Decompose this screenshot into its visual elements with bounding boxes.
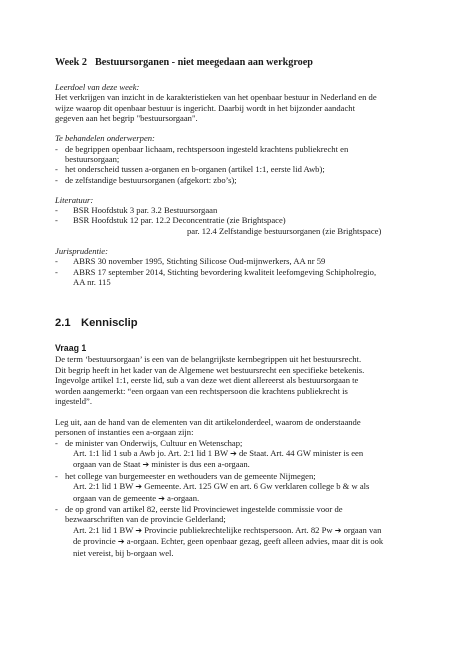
question-intro-line: Ingevolge artikel 1:1, eerste lid, sub a van deze wet dient allereerst als bestuursorgaan te (55, 375, 359, 386)
arrow-right-icon: ➔ (142, 460, 150, 470)
leerdoel-line: Het verkrijgen van inzicht in de karakteristieken van het openbaar bestuur in Nederland en de (55, 92, 377, 103)
question-intro-line: Dit begrip heeft in het kader van de Algemene wet bestuursrecht een specifieke betekenis. (55, 364, 365, 375)
question-intro-line: worden aangemerkt: “een orgaan van een rechtspersoon die krachtens publiekrecht is (55, 385, 348, 396)
leerdoel-line: wijze waarop dit openbaar bestuur is ingericht. Daarbij wordt in het bijzonder aandacht (55, 102, 355, 113)
week-heading (55, 56, 419, 69)
answer-text-line: orgaan van de Staat ➔ minister is dus een a-orgaan. (73, 459, 250, 470)
arrow-right-icon: ➔ (230, 449, 237, 459)
answer-head: bezwaarschriften van de provincie Gelderland; (65, 514, 226, 525)
list-item-line: BSR Hoofdstuk 3 par. 3.2 Bestuursorgaan (73, 205, 218, 216)
list-bullet: - (55, 437, 58, 448)
week-label: Week 2 (55, 57, 87, 68)
week-title: Bestuursorganen - niet meegedaan aan werkgroep (94, 57, 313, 68)
list-bullet: - (55, 504, 58, 515)
onderwerpen-label: Te behandelen onderwerpen: (55, 133, 155, 144)
list-bullet: - (55, 174, 58, 185)
list-bullet: - (55, 470, 58, 481)
section-title: Kennisclip (81, 317, 138, 330)
list-item (55, 144, 419, 165)
question-intro-line: De term ‘bestuursorgaan’ is een van de belangrijkste kernbegrippen uit het bestuursrecht. (55, 354, 362, 365)
arrow-right-icon: ➔ (135, 525, 143, 535)
list-item-line: ABRS 17 september 2014, Stichting bevordering kwaliteit leefomgeving Schipholregio, (73, 266, 377, 277)
question-task-line: Leg uit, aan de hand van de elementen van dit artikelonderdeel, waarom de onderstaande (55, 416, 361, 427)
question-title: Vraag 1 (55, 343, 87, 354)
list-item-line: de zelfstandige bestuursorganen (afgekort: zbo’s); (65, 174, 237, 185)
answer-text-line: niet vereist, bij b-orgaan wel. (73, 547, 174, 558)
list-item-line: het onderscheid tussen a-organen en b-organen (artikel 1:1, eerste lid Awb); (65, 164, 325, 175)
section-heading (55, 316, 419, 330)
list-bullet: - (55, 215, 58, 226)
answer-text-line: Art. 2:1 lid 1 BW ➔ Gemeente. Art. 125 GW en art. 6 Gw verklaren college b & w als (73, 481, 370, 492)
leerdoel-line: gegeven aan het begrip "bestuursorgaan". (55, 113, 198, 124)
list-item-line: bestuursorgaan; (65, 153, 120, 164)
answer-item (55, 504, 419, 525)
list-item-line: AA nr. 115 (73, 277, 111, 287)
list-item (55, 256, 419, 266)
section-number: 2.1 (55, 317, 71, 330)
leerdoel-label: Leerdoel van deze week: (55, 82, 140, 92)
answer-item (55, 471, 419, 481)
answer-head: de op grond van artikel 82, eerste lid Provinciewet ingestelde commissie voor de (65, 504, 343, 515)
question-intro-line: ingesteld”. (55, 396, 92, 407)
list-item (55, 164, 419, 174)
list-item (55, 175, 419, 185)
list-item (55, 205, 419, 215)
list-item-line: BSR Hoofdstuk 12 par. 12.2 Deconcentratie (zie Brightspace) (73, 215, 286, 226)
list-bullet: - (55, 205, 58, 216)
arrow-right-icon: ➔ (334, 525, 342, 535)
list-bullet: - (55, 266, 58, 277)
answer-head: het college van burgemeester en wethouders van de gemeente Nijmegen; (65, 470, 316, 481)
arrow-right-icon: ➔ (117, 537, 125, 547)
list-bullet: - (55, 143, 58, 154)
literatuur-label: Literatuur: (55, 194, 94, 205)
answer-head: de minister van Onderwijs, Cultuur en Wetenschap; (65, 437, 243, 448)
answer-text-line: Art. 1:1 lid 1 sub a Awb jo. Art. 2:1 lid 1 BW ➔ de Staat. Art. 44 GW minister is een (73, 448, 364, 459)
list-item-line: ABRS 30 november 1995, Stichting Silicose Oud-mijnwerkers, AA nr 59 (73, 256, 326, 267)
list-bullet: - (55, 256, 58, 267)
jurisprudentie-label: Jurisprudentie: (55, 245, 108, 256)
answer-text-line: orgaan van de gemeente ➔ a-orgaan. (73, 492, 200, 503)
literatuur-extra: par. 12.4 Zelfstandige bestuursorganen (zie Brightspace) (187, 225, 382, 236)
answer-text-line: de provincie ➔ a-orgaan. Echter, geen openbaar gezag, geeft alleen advies, maar dit is ook (73, 536, 384, 547)
list-item-line: de begrippen openbaar lichaam, rechtspersoon ingesteld krachtens publiekrecht en (65, 143, 349, 154)
answer-item (55, 438, 419, 448)
list-bullet: - (55, 164, 58, 175)
answer-text-line: Art. 2:1 lid 1 BW ➔ Provincie publiekrechtelijke rechtspersoon. Art. 82 Pw ➔ orgaan van (73, 524, 382, 535)
list-item (55, 215, 419, 225)
question-task-line: personen of instanties een a-orgaan zijn: (55, 427, 194, 438)
arrow-right-icon: ➔ (158, 493, 165, 503)
arrow-right-icon: ➔ (135, 482, 143, 492)
list-item (55, 267, 419, 288)
